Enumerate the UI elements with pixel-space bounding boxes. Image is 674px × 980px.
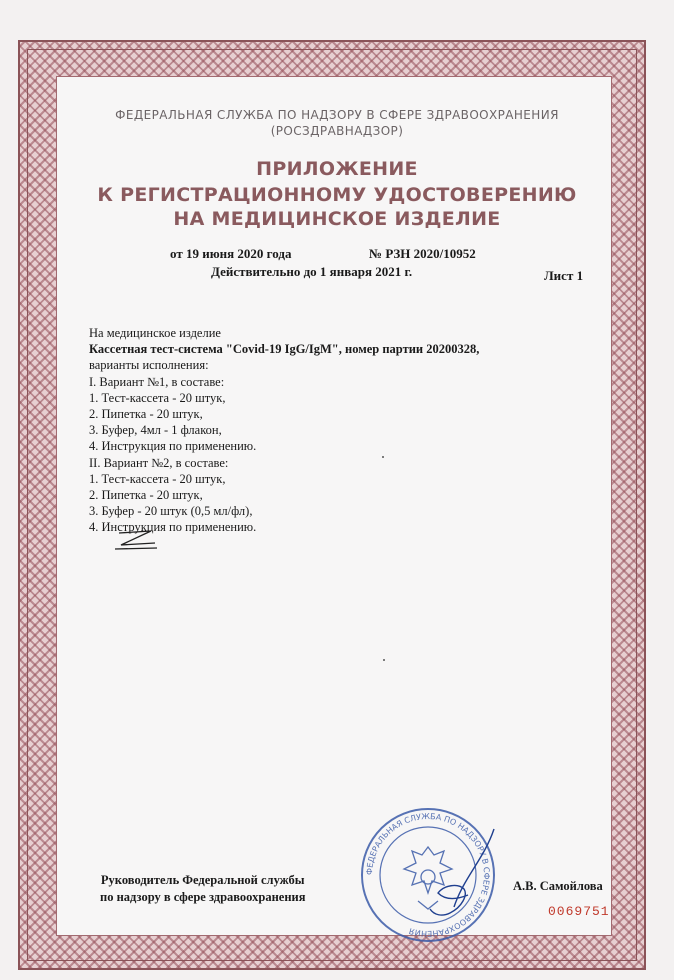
body-line: 1. Тест-кассета - 20 штук, xyxy=(89,471,226,486)
signer-position-line: Руководитель Федеральной службы xyxy=(100,873,305,887)
registration-number: № РЗН 2020/10952 xyxy=(369,246,476,261)
device-description xyxy=(89,325,479,536)
body-line: II. Вариант №2, в составе: xyxy=(89,455,229,470)
speck xyxy=(382,456,384,458)
validity-date: Действительно до 1 января 2021 г. xyxy=(211,264,413,279)
body-line: I. Вариант №1, в составе: xyxy=(89,374,225,389)
signer-name: А.В. Самойлова xyxy=(513,879,603,893)
body-line: 1. Тест-кассета - 20 штук, xyxy=(89,390,226,405)
signer-position xyxy=(100,872,306,906)
issue-date: от 19 июня 2020 года xyxy=(170,246,292,261)
body-line: На медицинское изделие xyxy=(89,326,221,340)
speck xyxy=(383,659,385,661)
document-title: ПРИЛОЖЕНИЕ xyxy=(256,158,418,180)
body-line: 4. Инструкция по применению. xyxy=(89,520,257,535)
agency-abbreviation: (РОСЗДРАВНАДЗОР) xyxy=(270,124,404,138)
document-subtitle-1: К РЕГИСТРАЦИОННОМУ УДОСТОВЕРЕНИЮ xyxy=(97,184,577,206)
serial-number: 0069751 xyxy=(548,904,610,919)
signer-position-line: по надзору в сфере здравоохранения xyxy=(100,890,306,904)
sheet-number: Лист 1 xyxy=(544,268,584,283)
svg-text:ФЕДЕРАЛЬНАЯ СЛУЖБА ПО НАДЗОРУ: ФЕДЕРАЛЬНАЯ СЛУЖБА ПО НАДЗОРУ В СФЕРЕ ЗДРАВООХРАНЕНИЯ xyxy=(364,811,492,939)
body-line: 3. Буфер - 20 штук (0,5 мл/фл), xyxy=(89,504,253,519)
device-name-line: Кассетная тест-система "Covid-19 IgG/IgM", номер партии 20200328, xyxy=(89,342,480,357)
body-line: 2. Пипетка - 20 штук, xyxy=(89,407,203,422)
body-line: варианты исполнения: xyxy=(89,358,209,373)
body-line: 4. Инструкция по применению. xyxy=(89,439,257,454)
body-line: 2. Пипетка - 20 штук, xyxy=(89,488,203,503)
document-subtitle-2: НА МЕДИЦИНСКОЕ ИЗДЕЛИЕ xyxy=(173,208,501,230)
z-strike-mark xyxy=(111,527,161,553)
body-line: 3. Буфер, 4мл - 1 флакон, xyxy=(89,423,222,438)
official-seal-stamp xyxy=(358,805,498,945)
agency-name: ФЕДЕРАЛЬНАЯ СЛУЖБА ПО НАДЗОРУ В СФЕРЕ ЗДРАВООХРАНЕНИЯ xyxy=(115,108,559,122)
